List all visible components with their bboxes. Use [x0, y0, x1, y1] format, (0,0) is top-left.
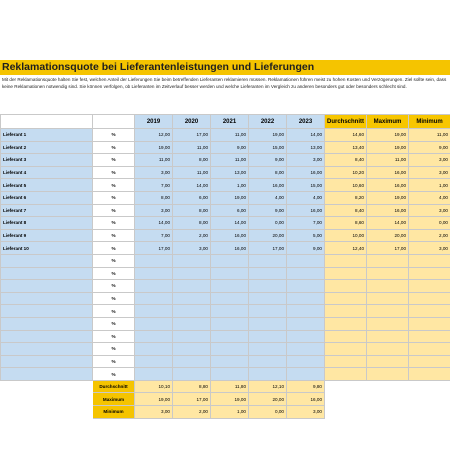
- year-value-cell[interactable]: 12,00: [135, 129, 173, 142]
- year-value-cell[interactable]: 17,00: [249, 242, 287, 255]
- stat-value-cell[interactable]: 19,00: [367, 191, 409, 204]
- summary-label[interactable]: Durchschnitt: [93, 380, 135, 393]
- stat-value-cell[interactable]: [325, 305, 367, 318]
- table-row: [1, 204, 450, 217]
- summary-spacer: [409, 380, 450, 393]
- supplier-label[interactable]: [1, 330, 93, 343]
- summary-value-cell[interactable]: 16,00: [287, 393, 325, 406]
- stat-value-cell[interactable]: 14,60: [325, 129, 367, 142]
- year-value-cell[interactable]: 3,00: [173, 242, 211, 255]
- stat-value-cell[interactable]: 19,00: [367, 141, 409, 154]
- summary-row: [1, 406, 450, 419]
- summary-spacer: [1, 406, 93, 419]
- year-value-cell[interactable]: [173, 343, 211, 356]
- summary-value-cell[interactable]: 17,00: [173, 393, 211, 406]
- summary-value-cell[interactable]: 8,80: [173, 380, 211, 393]
- year-value-cell[interactable]: 8,00: [173, 154, 211, 167]
- unit-cell[interactable]: %: [93, 330, 135, 343]
- stat-value-cell[interactable]: [409, 343, 450, 356]
- year-value-cell[interactable]: 15,00: [249, 141, 287, 154]
- stat-value-cell[interactable]: [367, 305, 409, 318]
- table-row: [1, 242, 450, 255]
- header-row: [1, 115, 450, 129]
- year-value-cell[interactable]: [135, 330, 173, 343]
- year-value-cell[interactable]: [135, 292, 173, 305]
- year-value-cell[interactable]: [173, 305, 211, 318]
- year-value-cell[interactable]: [173, 292, 211, 305]
- year-value-cell[interactable]: 0,00: [249, 217, 287, 230]
- year-value-cell[interactable]: 6,00: [173, 191, 211, 204]
- supplier-label[interactable]: [1, 267, 93, 280]
- table-row: [1, 179, 450, 192]
- unit-cell[interactable]: %: [93, 305, 135, 318]
- stat-value-cell[interactable]: 16,00: [367, 204, 409, 217]
- unit-cell[interactable]: %: [93, 242, 135, 255]
- stat-value-cell[interactable]: [325, 330, 367, 343]
- supplier-label[interactable]: Lieferant 5: [1, 179, 93, 192]
- year-value-cell[interactable]: [249, 355, 287, 368]
- summary-spacer: [325, 393, 367, 406]
- summary-spacer: [325, 380, 367, 393]
- year-value-cell[interactable]: 2,00: [173, 229, 211, 242]
- summary-spacer: [367, 406, 409, 419]
- year-value-cell[interactable]: [173, 368, 211, 381]
- year-value-cell[interactable]: [211, 368, 249, 381]
- year-value-cell[interactable]: [211, 355, 249, 368]
- year-value-cell[interactable]: [135, 355, 173, 368]
- year-value-cell[interactable]: [211, 343, 249, 356]
- stat-value-cell[interactable]: [325, 267, 367, 280]
- stat-value-cell[interactable]: [409, 330, 450, 343]
- year-value-cell[interactable]: 3,00: [135, 204, 173, 217]
- year-value-cell[interactable]: [135, 254, 173, 267]
- unit-cell[interactable]: %: [93, 141, 135, 154]
- summary-spacer: [409, 406, 450, 419]
- stat-value-cell[interactable]: 10,20: [325, 166, 367, 179]
- stat-value-cell[interactable]: 8,40: [325, 204, 367, 217]
- stat-value-cell[interactable]: [409, 292, 450, 305]
- summary-value-cell[interactable]: 19,00: [135, 393, 173, 406]
- summary-value-cell[interactable]: 2,00: [173, 406, 211, 419]
- stat-value-cell[interactable]: 11,00: [409, 129, 450, 142]
- summary-spacer: [367, 380, 409, 393]
- year-value-cell[interactable]: [135, 368, 173, 381]
- stat-value-cell[interactable]: [409, 317, 450, 330]
- unit-cell[interactable]: %: [93, 154, 135, 167]
- supplier-label[interactable]: [1, 254, 93, 267]
- year-value-cell[interactable]: 5,00: [287, 229, 325, 242]
- year-value-cell[interactable]: [173, 280, 211, 293]
- year-value-cell[interactable]: [173, 254, 211, 267]
- year-value-cell[interactable]: [249, 343, 287, 356]
- stat-value-cell[interactable]: [325, 355, 367, 368]
- supplier-label[interactable]: [1, 305, 93, 318]
- summary-value-cell[interactable]: 9,80: [287, 380, 325, 393]
- year-value-cell[interactable]: [287, 343, 325, 356]
- stat-value-cell[interactable]: 13,40: [325, 141, 367, 154]
- summary-spacer: [367, 393, 409, 406]
- year-value-cell[interactable]: 8,00: [173, 204, 211, 217]
- year-value-cell[interactable]: [211, 330, 249, 343]
- table-row: [1, 317, 450, 330]
- stat-value-cell[interactable]: [325, 368, 367, 381]
- unit-cell[interactable]: %: [93, 343, 135, 356]
- year-value-cell[interactable]: 9,00: [249, 204, 287, 217]
- supplier-label[interactable]: [1, 343, 93, 356]
- stat-value-cell[interactable]: 19,00: [367, 129, 409, 142]
- supplier-label[interactable]: Lieferant 8: [1, 217, 93, 230]
- year-value-cell[interactable]: 3,00: [287, 154, 325, 167]
- unit-cell[interactable]: %: [93, 280, 135, 293]
- stat-value-cell[interactable]: 10,00: [325, 229, 367, 242]
- summary-label[interactable]: Minimum: [93, 406, 135, 419]
- stat-value-cell[interactable]: 3,00: [409, 204, 450, 217]
- year-value-cell[interactable]: [249, 305, 287, 318]
- year-value-cell[interactable]: [287, 305, 325, 318]
- summary-row: [1, 380, 450, 393]
- stat-value-cell[interactable]: [409, 368, 450, 381]
- stat-value-cell[interactable]: 0,00: [409, 217, 450, 230]
- year-value-cell[interactable]: 11,00: [173, 141, 211, 154]
- year-value-cell[interactable]: [287, 330, 325, 343]
- year-value-cell[interactable]: [249, 280, 287, 293]
- summary-value-cell[interactable]: 12,10: [249, 380, 287, 393]
- supplier-label[interactable]: [1, 368, 93, 381]
- year-value-cell[interactable]: [287, 280, 325, 293]
- year-value-cell[interactable]: 7,00: [135, 179, 173, 192]
- spreadsheet: [0, 60, 450, 419]
- stat-value-cell[interactable]: 8,20: [325, 191, 367, 204]
- stat-value-cell[interactable]: [367, 343, 409, 356]
- unit-cell[interactable]: %: [93, 217, 135, 230]
- year-value-cell[interactable]: 8,00: [249, 166, 287, 179]
- year-value-cell[interactable]: [135, 267, 173, 280]
- supplier-label[interactable]: Lieferant 2: [1, 141, 93, 154]
- summary-spacer: [1, 393, 93, 406]
- header-maximum[interactable]: Maximum: [367, 115, 409, 129]
- header-minimum[interactable]: Minimum: [409, 115, 450, 129]
- summary-value-cell[interactable]: 19,00: [211, 393, 249, 406]
- summary-row: [1, 393, 450, 406]
- year-value-cell[interactable]: 8,00: [135, 191, 173, 204]
- year-value-cell[interactable]: 9,00: [249, 154, 287, 167]
- year-value-cell[interactable]: 11,00: [135, 154, 173, 167]
- stat-value-cell[interactable]: [367, 254, 409, 267]
- stat-value-cell[interactable]: 9,00: [409, 141, 450, 154]
- summary-value-cell[interactable]: 11,80: [211, 380, 249, 393]
- unit-cell[interactable]: %: [93, 229, 135, 242]
- year-value-cell[interactable]: 20,00: [249, 229, 287, 242]
- year-value-cell[interactable]: 6,00: [211, 204, 249, 217]
- stat-value-cell[interactable]: 12,40: [325, 242, 367, 255]
- stat-value-cell[interactable]: [325, 343, 367, 356]
- year-value-cell[interactable]: 14,00: [173, 179, 211, 192]
- summary-label[interactable]: Maximum: [93, 393, 135, 406]
- supplier-label[interactable]: Lieferant 7: [1, 204, 93, 217]
- stat-value-cell[interactable]: [367, 280, 409, 293]
- supplier-label[interactable]: Lieferant 1: [1, 129, 93, 142]
- year-value-cell[interactable]: 8,00: [173, 217, 211, 230]
- unit-cell[interactable]: %: [93, 317, 135, 330]
- year-value-cell[interactable]: 14,00: [135, 217, 173, 230]
- year-value-cell[interactable]: 13,00: [211, 166, 249, 179]
- year-value-cell[interactable]: [249, 254, 287, 267]
- year-value-cell[interactable]: 14,00: [287, 129, 325, 142]
- year-value-cell[interactable]: [249, 292, 287, 305]
- table-row: [1, 191, 450, 204]
- year-value-cell[interactable]: 14,00: [211, 217, 249, 230]
- sheet-description: Mit der Reklamationsquote halten Sie fest, welchen Anteil der Lieferungen Sie beim betreffenden Lieferanten reklamieren müssen. Reklamationen führen meist zu hohen Kosten und Verzögerungen. Ziel sollte sein, dass keine Reklamationen notwendig sind. Sie können verfolgen, ob Lieferanten im Zeitverlauf besser werden und welche Lieferanten im Vergleich zu anderen besonders gut oder besonders schlecht sind.: [2, 77, 447, 89]
- stat-value-cell[interactable]: [367, 330, 409, 343]
- stat-value-cell[interactable]: 11,00: [367, 154, 409, 167]
- year-value-cell[interactable]: 9,00: [211, 141, 249, 154]
- stat-value-cell[interactable]: [367, 267, 409, 280]
- unit-cell[interactable]: %: [93, 292, 135, 305]
- table-row: [1, 141, 450, 154]
- summary-spacer: [1, 380, 93, 393]
- year-value-cell[interactable]: [211, 254, 249, 267]
- table-row: [1, 292, 450, 305]
- stat-value-cell[interactable]: 10,60: [325, 179, 367, 192]
- header-year[interactable]: 2022: [249, 115, 287, 129]
- stat-value-cell[interactable]: 4,00: [409, 191, 450, 204]
- supplier-label[interactable]: [1, 317, 93, 330]
- year-value-cell[interactable]: [287, 292, 325, 305]
- year-value-cell[interactable]: 13,00: [287, 141, 325, 154]
- table-row: [1, 267, 450, 280]
- year-value-cell[interactable]: [211, 292, 249, 305]
- year-value-cell[interactable]: 19,00: [211, 191, 249, 204]
- stat-value-cell[interactable]: 3,00: [409, 166, 450, 179]
- unit-cell[interactable]: %: [93, 368, 135, 381]
- table-row: [1, 254, 450, 267]
- year-value-cell[interactable]: 19,00: [249, 129, 287, 142]
- year-value-cell[interactable]: 17,00: [135, 242, 173, 255]
- stat-value-cell[interactable]: 16,00: [367, 179, 409, 192]
- unit-cell[interactable]: %: [93, 204, 135, 217]
- year-value-cell[interactable]: 3,00: [135, 166, 173, 179]
- summary-value-cell[interactable]: 1,00: [211, 406, 249, 419]
- summary-value-cell[interactable]: 0,00: [249, 406, 287, 419]
- supplier-label[interactable]: Lieferant 4: [1, 166, 93, 179]
- stat-value-cell[interactable]: 3,00: [409, 154, 450, 167]
- year-value-cell[interactable]: 4,00: [287, 191, 325, 204]
- year-value-cell[interactable]: [287, 267, 325, 280]
- table-row: [1, 343, 450, 356]
- summary-spacer: [409, 393, 450, 406]
- unit-cell[interactable]: %: [93, 129, 135, 142]
- year-value-cell[interactable]: [211, 267, 249, 280]
- year-value-cell[interactable]: 16,00: [249, 179, 287, 192]
- year-value-cell[interactable]: [135, 305, 173, 318]
- year-value-cell[interactable]: [173, 267, 211, 280]
- stat-value-cell[interactable]: [409, 280, 450, 293]
- stat-value-cell[interactable]: 8,40: [325, 154, 367, 167]
- year-value-cell[interactable]: 19,00: [135, 141, 173, 154]
- table-row: [1, 280, 450, 293]
- year-value-cell[interactable]: 16,00: [287, 204, 325, 217]
- year-value-cell[interactable]: [135, 317, 173, 330]
- supplier-label[interactable]: Lieferant 3: [1, 154, 93, 167]
- stat-value-cell[interactable]: 17,00: [367, 242, 409, 255]
- stat-value-cell[interactable]: 8,60: [325, 217, 367, 230]
- stat-value-cell[interactable]: [367, 368, 409, 381]
- summary-spacer: [325, 406, 367, 419]
- stat-value-cell[interactable]: [409, 305, 450, 318]
- table-row: [1, 229, 450, 242]
- year-value-cell[interactable]: 7,00: [287, 217, 325, 230]
- stat-value-cell[interactable]: 1,00: [409, 179, 450, 192]
- stat-value-cell[interactable]: [409, 254, 450, 267]
- stat-value-cell[interactable]: [325, 280, 367, 293]
- supplier-label[interactable]: [1, 280, 93, 293]
- summary-value-cell[interactable]: 3,00: [135, 406, 173, 419]
- header-average[interactable]: Durchschnitt: [325, 115, 367, 129]
- year-value-cell[interactable]: 4,00: [249, 191, 287, 204]
- year-value-cell[interactable]: [173, 317, 211, 330]
- year-value-cell[interactable]: 11,00: [211, 129, 249, 142]
- stat-value-cell[interactable]: 3,00: [409, 242, 450, 255]
- year-value-cell[interactable]: [173, 330, 211, 343]
- year-value-cell[interactable]: [249, 330, 287, 343]
- year-value-cell[interactable]: [173, 355, 211, 368]
- year-value-cell[interactable]: 17,00: [173, 129, 211, 142]
- year-value-cell[interactable]: [135, 280, 173, 293]
- year-value-cell[interactable]: [287, 317, 325, 330]
- year-value-cell[interactable]: [211, 317, 249, 330]
- header-year[interactable]: 2023: [287, 115, 325, 129]
- stat-value-cell[interactable]: 16,00: [367, 166, 409, 179]
- year-value-cell[interactable]: 9,00: [287, 242, 325, 255]
- table-row: [1, 368, 450, 381]
- year-value-cell[interactable]: [287, 368, 325, 381]
- stat-value-cell[interactable]: [367, 292, 409, 305]
- header-empty-unit: [93, 115, 135, 129]
- stat-value-cell[interactable]: 14,00: [367, 217, 409, 230]
- unit-cell[interactable]: %: [93, 254, 135, 267]
- sheet-title: Reklamationsquote bei Lieferantenleistungen und Lieferungen: [0, 60, 450, 75]
- year-value-cell[interactable]: 11,00: [211, 154, 249, 167]
- stat-value-cell[interactable]: 20,00: [367, 229, 409, 242]
- year-value-cell[interactable]: 7,00: [135, 229, 173, 242]
- header-empty-label: [1, 115, 93, 129]
- unit-cell[interactable]: %: [93, 267, 135, 280]
- year-value-cell[interactable]: [211, 280, 249, 293]
- stat-value-cell[interactable]: 2,00: [409, 229, 450, 242]
- summary-value-cell[interactable]: 20,00: [249, 393, 287, 406]
- summary-value-cell[interactable]: 3,00: [287, 406, 325, 419]
- year-value-cell[interactable]: [249, 317, 287, 330]
- unit-cell[interactable]: %: [93, 355, 135, 368]
- stat-value-cell[interactable]: [367, 317, 409, 330]
- complaint-rate-table: [0, 114, 450, 419]
- stat-value-cell[interactable]: [325, 317, 367, 330]
- supplier-label[interactable]: [1, 292, 93, 305]
- table-row: [1, 355, 450, 368]
- unit-cell[interactable]: %: [93, 179, 135, 192]
- supplier-label[interactable]: Lieferant 6: [1, 191, 93, 204]
- year-value-cell[interactable]: 11,00: [173, 166, 211, 179]
- unit-cell[interactable]: %: [93, 166, 135, 179]
- table-row: [1, 154, 450, 167]
- year-value-cell[interactable]: 16,00: [211, 242, 249, 255]
- supplier-label[interactable]: Lieferant 10: [1, 242, 93, 255]
- summary-value-cell[interactable]: 10,10: [135, 380, 173, 393]
- year-value-cell[interactable]: [135, 343, 173, 356]
- stat-value-cell[interactable]: [325, 292, 367, 305]
- year-value-cell[interactable]: [211, 305, 249, 318]
- header-year[interactable]: 2021: [211, 115, 249, 129]
- year-value-cell[interactable]: [287, 355, 325, 368]
- table-row: [1, 166, 450, 179]
- year-value-cell[interactable]: 16,00: [287, 166, 325, 179]
- header-year[interactable]: 2020: [173, 115, 211, 129]
- year-value-cell[interactable]: 15,00: [287, 179, 325, 192]
- supplier-label[interactable]: Lieferant 9: [1, 229, 93, 242]
- table-row: [1, 129, 450, 142]
- stat-value-cell[interactable]: [325, 254, 367, 267]
- year-value-cell[interactable]: [249, 267, 287, 280]
- unit-cell[interactable]: %: [93, 191, 135, 204]
- table-row: [1, 217, 450, 230]
- year-value-cell[interactable]: [287, 254, 325, 267]
- stat-value-cell[interactable]: [409, 267, 450, 280]
- stat-value-cell[interactable]: [409, 355, 450, 368]
- supplier-label[interactable]: [1, 355, 93, 368]
- table-row: [1, 305, 450, 318]
- header-year[interactable]: 2019: [135, 115, 173, 129]
- year-value-cell[interactable]: 16,00: [211, 229, 249, 242]
- stat-value-cell[interactable]: [367, 355, 409, 368]
- year-value-cell[interactable]: 1,00: [211, 179, 249, 192]
- year-value-cell[interactable]: [249, 368, 287, 381]
- table-row: [1, 330, 450, 343]
